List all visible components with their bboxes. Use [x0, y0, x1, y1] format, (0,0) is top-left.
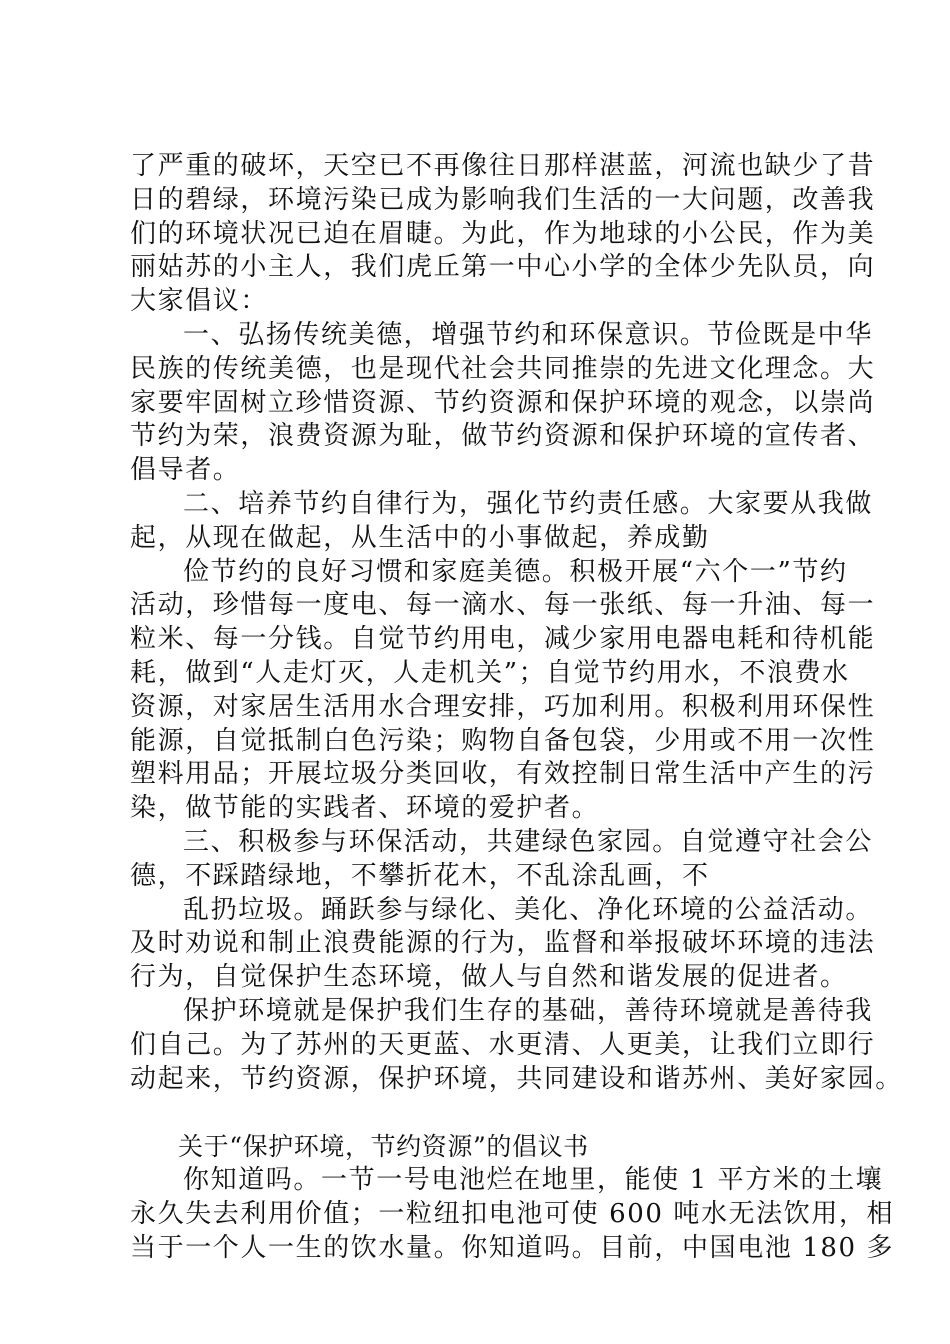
paragraph-start-line: 乱扔垃圾。踊跃参与绿化、美化、净化环境的公益活动。 — [183, 894, 874, 925]
text-line: 们的环境状况已迫在眉睫。为此，作为地球的小公民，作为美 — [130, 218, 876, 249]
text-line: 能源，自觉抵制白色污染；购物自备包袋，少用或不用一次性 — [130, 725, 876, 756]
text-line: 倡导者。 — [130, 455, 241, 486]
paragraph-start-line: 二、培养节约自律行为，强化节约责任感。大家要从我做 — [183, 488, 874, 519]
text-line: 资源，对家居生活用水合理安排，巧加利用。积极利用环保性 — [130, 691, 876, 722]
section-title: 关于“保护环境，节约资源”的倡议书 — [178, 1132, 589, 1162]
text-line: 德，不踩踏绿地，不攀折花木，不乱涂乱画，不 — [130, 860, 710, 891]
text-line: 耗，做到“人走灯灭，人走机关”；自觉节约用水，不浪费水 — [130, 657, 850, 688]
paragraph-start-line: 保护环境就是保护我们生存的基础，善待环境就是善待我 — [183, 995, 874, 1026]
text-line: 行为，自觉保护生态环境，做人与自然和谐发展的促进者。 — [130, 962, 848, 993]
text-line: 了严重的破坏，天空已不再像往日那样湛蓝，河流也缺少了昔 — [130, 151, 876, 181]
text-line: 大家倡议： — [130, 286, 269, 317]
paragraph-start-line: 你知道吗。一节一号电池烂在地里，能使 1 平方米的土壤 — [183, 1165, 884, 1196]
paragraph-start-line: 俭节约的良好习惯和家庭美德。积极开展“六个一”节约 — [183, 556, 848, 587]
text-line: 染，做节能的实践者、环境的爱护者。 — [130, 793, 600, 824]
text-line: 当于一个人一生的饮水量。你知道吗。目前，中国电池 180 多 — [130, 1232, 895, 1263]
text-line: 家要牢固树立珍惜资源、节约资源和保护环境的观念，以崇尚 — [130, 387, 876, 418]
text-line: 节约为荣，浪费资源为耻，做节约资源和保护环境的宣传者、 — [130, 421, 876, 452]
text-line: 民族的传统美德，也是现代社会共同推崇的先进文化理念。大 — [130, 353, 876, 384]
paragraph-start-line: 三、积极参与环保活动，共建绿色家园。自觉遵守社会公 — [183, 826, 874, 857]
paragraph-gap — [130, 1096, 850, 1130]
document-body — [130, 150, 903, 1266]
text-line: 日的碧绿，环境污染已成为影响我们生活的一大问题，改善我 — [130, 184, 876, 215]
text-line: 及时劝说和制止浪费能源的行为，监督和举报破坏环境的违法 — [130, 928, 876, 959]
text-line: 粒米、每一分钱。自觉节约用电，减少家用电器电耗和待机能 — [130, 624, 876, 655]
text-line: 动起来，节约资源，保护环境，共同建设和谐苏州、美好家园。 — [130, 1063, 903, 1094]
text-line: 塑料用品；开展垃圾分类回收，有效控制日常生活中产生的污 — [130, 759, 876, 790]
text-line: 丽姑苏的小主人，我们虎丘第一中心小学的全体少先队员，向 — [130, 252, 876, 283]
text-line: 永久失去利用价值；一粒纽扣电池可使 600 吨水无法饮用，相 — [130, 1198, 895, 1229]
text-line: 活动，珍惜每一度电、每一滴水、每一张纸、每一升油、每一 — [130, 590, 876, 621]
text-line: 起，从现在做起，从生活中的小事做起，养成勤 — [130, 522, 710, 553]
text-line: 们自己。为了苏州的天更蓝、水更清、人更美，让我们立即行 — [130, 1029, 876, 1060]
paragraph-start-line: 一、弘扬传统美德，增强节约和环保意识。节俭既是中华 — [183, 319, 874, 350]
